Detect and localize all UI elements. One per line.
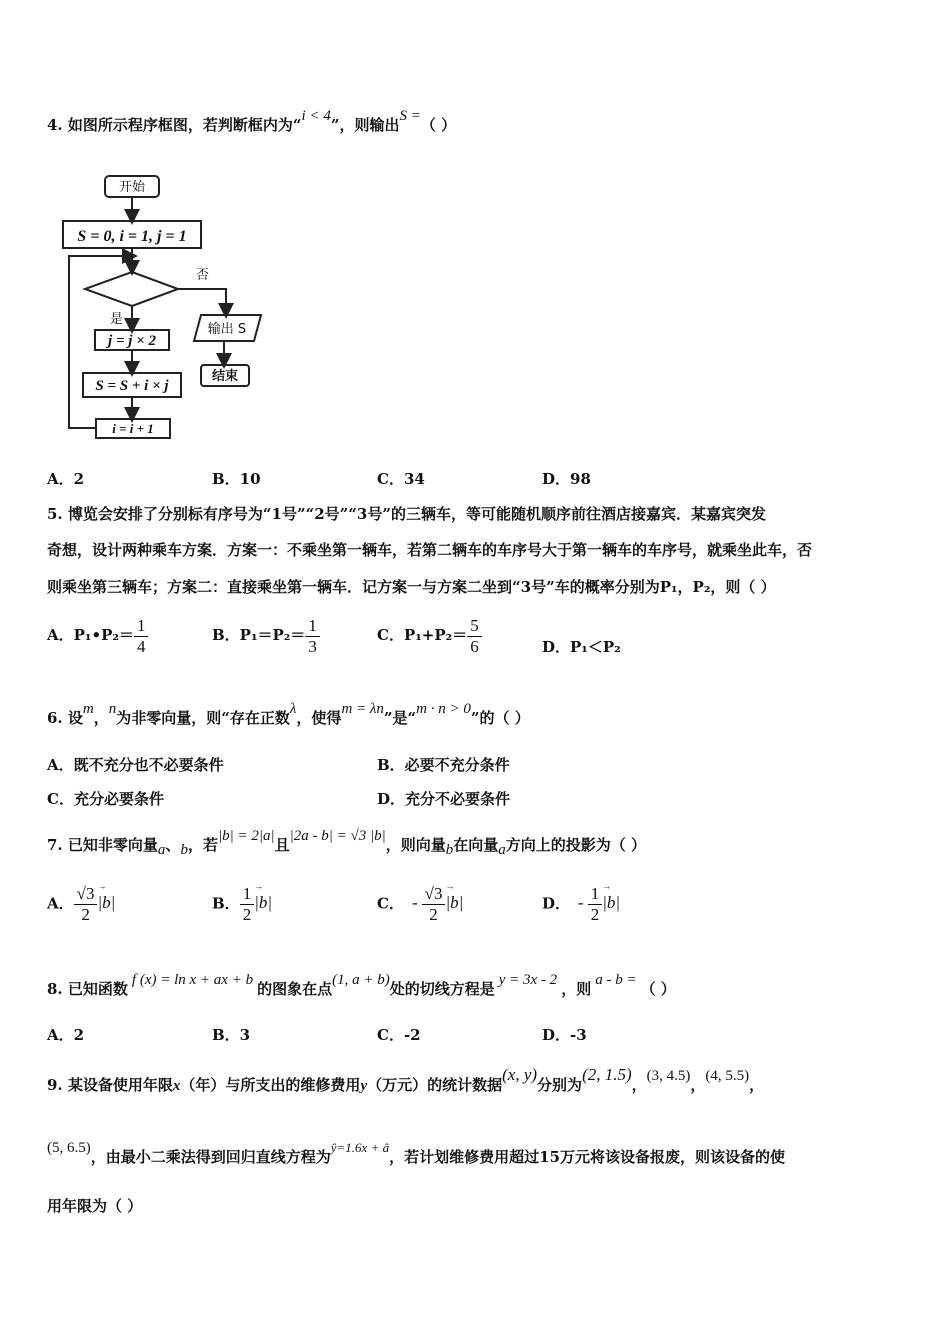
flow-output-label: 输出 S: [207, 322, 247, 337]
question-5-line-3: 则乘坐第三辆车；方案二：直接乘坐第一辆车．记方案一与方案二坐到“3号”车的概率分别为P₁，P₂，则（ ）: [47, 578, 776, 596]
q5-option-c: C．P₁+P₂＝ $\frac{5}{6}$: [377, 616, 482, 656]
question-number: 8.: [47, 980, 63, 998]
formula-dot-product: m · n > 0: [416, 701, 471, 717]
q6-option-a: A．既不充分也不必要条件: [47, 756, 224, 774]
formula-point-2: (3, 4.5): [646, 1068, 691, 1084]
fraction: $\frac{1}{4}$: [134, 616, 149, 656]
question-number: 9.: [47, 1076, 63, 1094]
q8-option-d: D．-3: [542, 1026, 587, 1044]
q8-option-a: A．2: [47, 1026, 85, 1044]
flow-no-label: 否: [196, 268, 210, 283]
question-5-line-2: 奇想，设计两种乘车方案．方案一：不乘坐第一辆车，若第二辆车的车序号大于第一辆车的车序号，就乘坐此车，否: [47, 541, 813, 559]
question-number: 7.: [47, 836, 63, 854]
q8-option-b: B．3: [212, 1026, 251, 1044]
formula-function: f (x) = ln x + ax + b: [131, 972, 254, 988]
question-6-stem: 6. 设m，n为非零向量，则“存在正数λ，使得m = λn”是“m · n > 0”的（ ）: [47, 701, 530, 727]
q5-option-d: D．P₁＜P₂: [542, 638, 621, 656]
formula-norm-condition-2: |2a - b| = √3 |b|: [289, 828, 386, 844]
flow-end-label: 结束: [211, 369, 239, 384]
flow-j-label: j = j × 2: [108, 333, 156, 349]
question-5-line-1: 5. 博览会安排了分别标有序号为“1号”“2号”“3号”的三辆车，等可能随机顺序前往酒店接嘉宾．某嘉宾突发: [47, 505, 766, 523]
fraction: $\frac{5}{6}$: [467, 616, 482, 656]
question-9-line-1: 9. 某设备使用年限x（年）与所支出的维修费用y（万元）的统计数据(x, y)分别为(2, 1.5)，(3, 4.5)，(4, 5.5)，: [47, 1065, 765, 1094]
output-formula: S =: [399, 108, 421, 124]
q4-option-d: D．98: [542, 470, 591, 488]
condition-formula: i < 4: [301, 108, 331, 124]
flow-start-label: 开始: [118, 180, 146, 195]
q7-option-d: D． - $\frac{1}{2}$ → |b|: [542, 884, 620, 924]
q7-option-a: A． $\frac{√3}{2}$ → |b|: [47, 884, 115, 924]
fraction: $\frac{1}{3}$: [305, 616, 320, 656]
formula-xy: (x, y): [502, 1065, 538, 1084]
formula-point: (1, a + b): [332, 972, 390, 988]
formula-m-lambda-n: m = λn: [341, 701, 384, 717]
question-9-line-3: 用年限为（ ）: [47, 1197, 143, 1215]
question-number: 4.: [47, 116, 63, 134]
formula-a-minus-b: a - b =: [595, 972, 637, 988]
q5-option-a: A．P₁•P₂＝ $\frac{1}{4}$: [47, 616, 148, 656]
flow-init-label: S = 0, i = 1, j = 1: [77, 228, 187, 245]
q5-option-b: B．P₁＝P₂＝ $\frac{1}{3}$: [212, 616, 320, 656]
q6-option-b: B．必要不充分条件: [377, 756, 510, 774]
formula-point-1: (2, 1.5): [582, 1065, 632, 1084]
formula-norm-condition-1: |b| = 2|a|: [217, 828, 275, 844]
formula-tangent-line: y = 3x - 2: [498, 972, 558, 988]
question-number: 6.: [47, 709, 63, 727]
q7-option-b: B． $\frac{1}{2}$ → |b|: [212, 884, 272, 924]
formula-point-4: (5, 6.5): [47, 1140, 91, 1156]
question-9-line-2: (5, 6.5)，由最小二乘法得到回归直线方程为ŷ=1.6x + â，若计划维修费用超过15万元将该设备报废，则该设备的使: [47, 1140, 785, 1166]
question-number: 5.: [47, 505, 63, 523]
question-4-stem: 4. 如图所示程序框图，若判断框内为“i < 4”，则输出S =（ ）: [47, 108, 457, 134]
flow-decision-diamond: [85, 272, 178, 306]
flow-yes-label: 是: [110, 312, 124, 327]
q4-option-b: B．10: [212, 470, 261, 488]
q8-option-c: C．-2: [377, 1026, 421, 1044]
question-8-stem: 8. 已知函数 f (x) = ln x + ax + b 的图象在点(1, a + b)处的切线方程是 y = 3x - 2 ，则 a - b = （ ）: [47, 972, 676, 998]
flow-s-label: S = S + i × j: [95, 378, 169, 394]
formula-regression: ŷ=1.6x + â: [330, 1140, 390, 1155]
flowchart: [58, 168, 273, 448]
q6-option-d: D．充分不必要条件: [377, 790, 511, 808]
q6-option-c: C．充分必要条件: [47, 790, 164, 808]
q7-option-c: C． - $\frac{√3}{2}$ → |b|: [377, 884, 463, 924]
q4-option-a: A．2: [47, 470, 85, 488]
question-7-stem: 7. 已知非零向量a、b，若|b| = 2|a|且|2a - b| = √3 |b|，则向量b在向量a方向上的投影为（ ）: [47, 828, 646, 858]
formula-point-3: (4, 5.5): [705, 1068, 750, 1084]
flow-i-label: i = i + 1: [112, 421, 154, 436]
q4-option-c: C．34: [377, 470, 425, 488]
